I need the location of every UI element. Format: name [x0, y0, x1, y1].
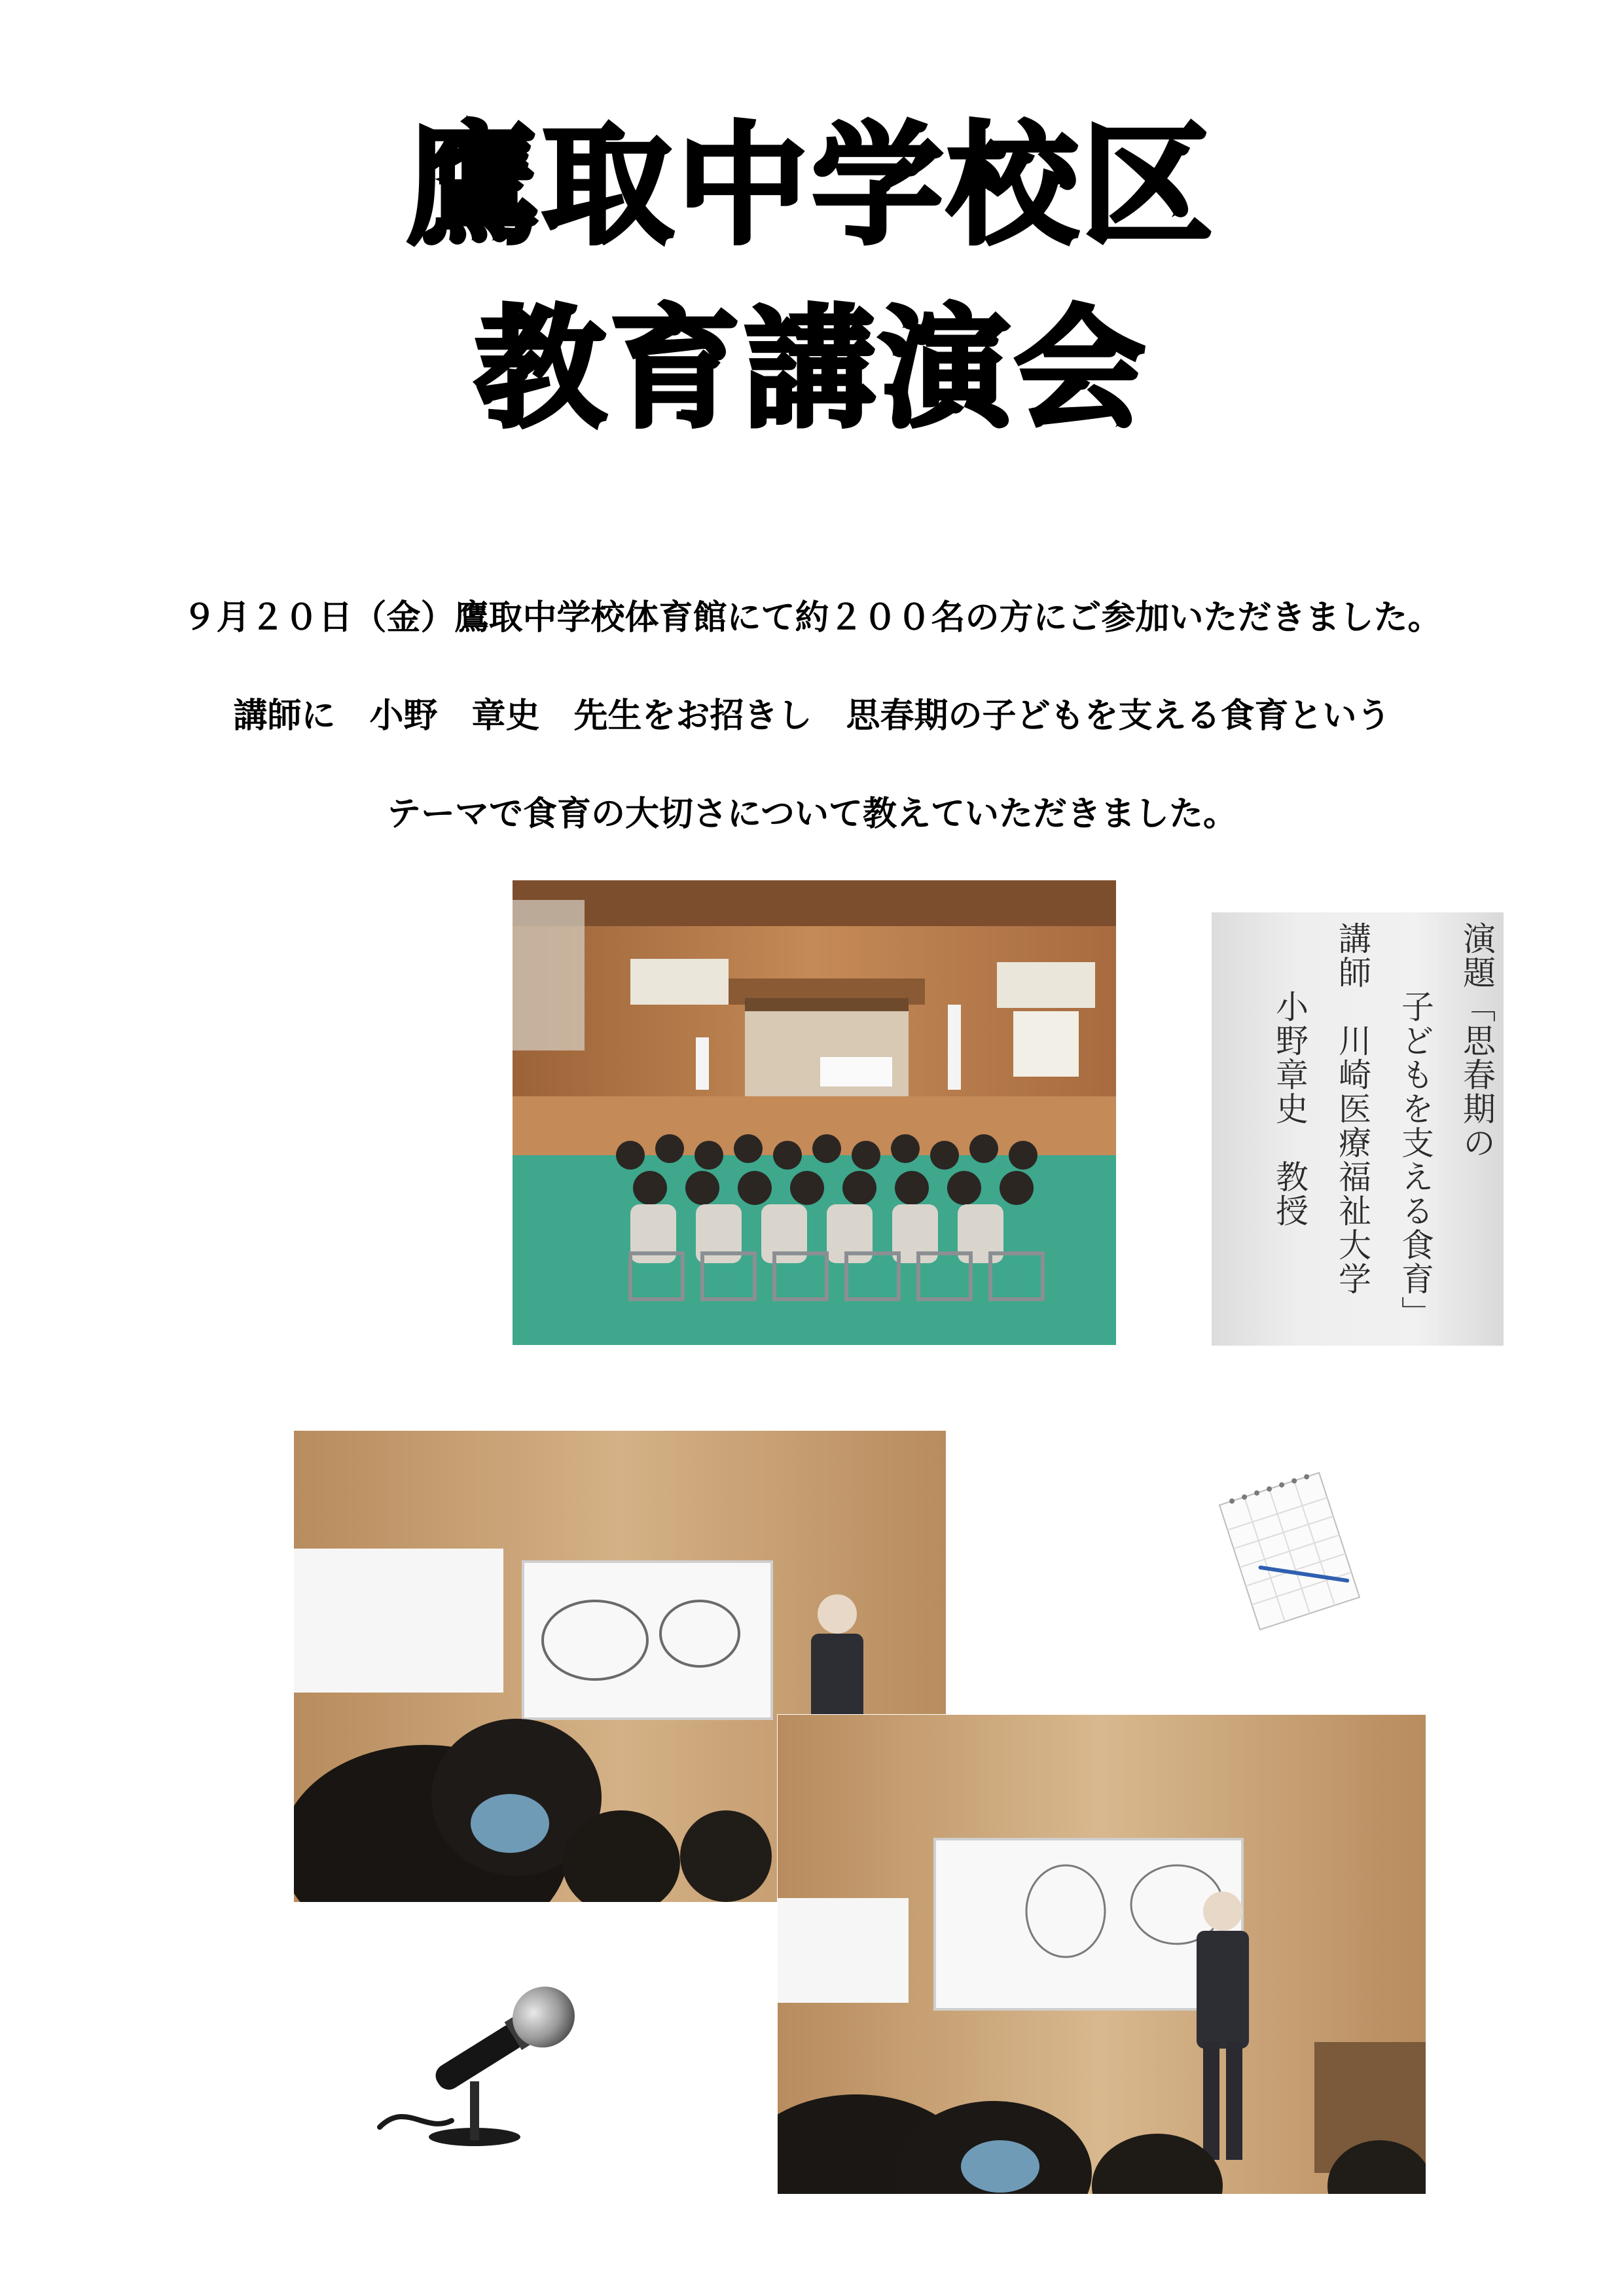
lecture-title-sign [1212, 912, 1504, 1346]
notepad-icon [1211, 1460, 1368, 1643]
body-line-1: ９月２０日（金）鷹取中学校体育館にて約２００名の方にご参加いただきました。 [182, 598, 1442, 637]
sign-line-2: 子どもを支える食育」 [1396, 922, 1434, 1330]
gymnasium-audience-photo [513, 880, 1116, 1345]
sign-line-1: 演題「思春期の [1458, 922, 1496, 1160]
sign-line-3: 講師 川崎医療福祉大学 [1333, 922, 1371, 1296]
body-line-3: テーマで食育の大切さについて教えていただきました。 [387, 795, 1237, 834]
lecture-photo-2 [778, 1715, 1426, 2194]
sign-line-4: 小野章史 教授 [1271, 922, 1308, 1228]
body-line-2: 講師に 小野 章史 先生をお招きし 思春期の子どもを支える食育という [233, 696, 1391, 736]
page-title-line-1: 鷹取中学校区 [407, 110, 1217, 262]
microphone-icon [367, 1970, 615, 2160]
page-title-line-2: 教育講演会 [475, 293, 1149, 446]
